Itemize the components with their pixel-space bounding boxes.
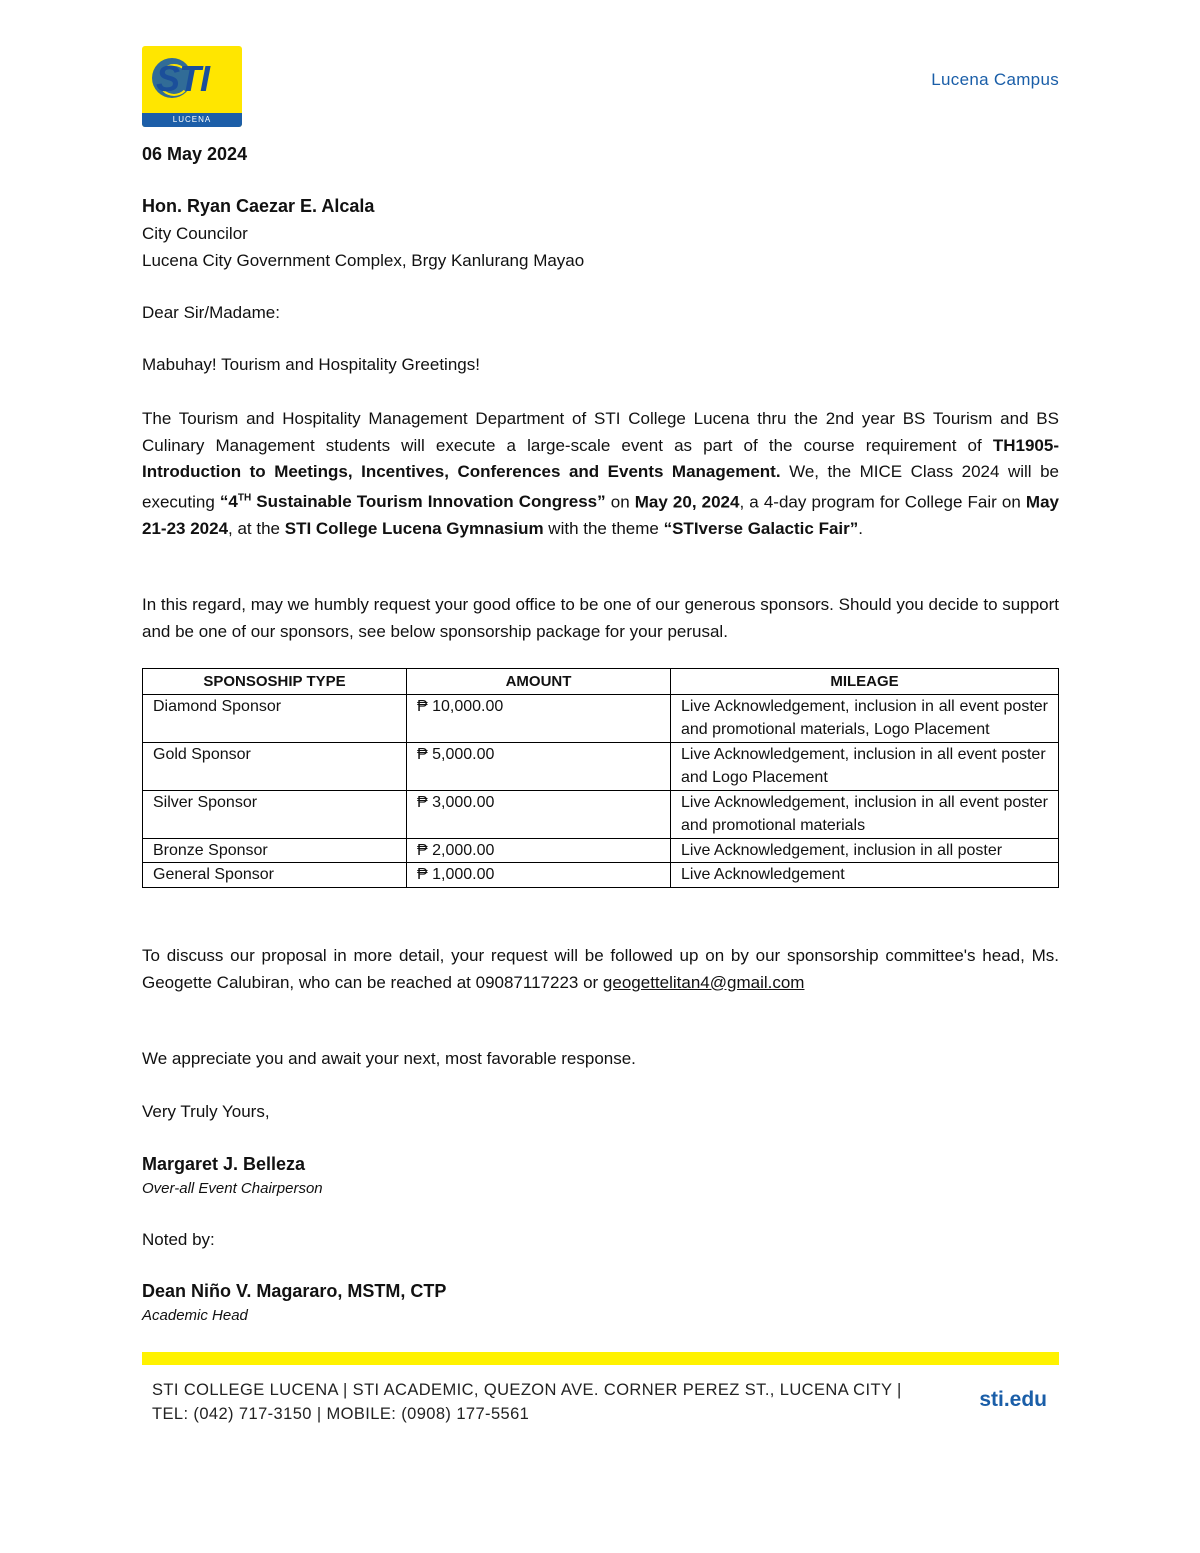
signer1-title: Over-all Event Chairperson	[142, 1180, 323, 1197]
event-name-open: “4	[219, 492, 238, 512]
appreciation-text: We appreciate you and await your next, most favorable response.	[142, 1049, 636, 1068]
contact-email-link[interactable]: geogettelitan4@gmail.com	[602, 972, 805, 992]
request-paragraph: In this regard, may we humbly request your good office to be one of our generous sponsors. Should you decide to support and be one of our sponsors, see below sponsorship package for your perusal.	[142, 595, 1059, 641]
sponsor-mileage: Live Acknowledgement	[671, 863, 1059, 888]
intro-text-6: with the theme	[543, 518, 664, 538]
noted-by: Noted by:	[142, 1230, 215, 1249]
recipient-name: Hon. Ryan Caezar E. Alcala	[142, 196, 375, 216]
sponsor-mileage: Live Acknowledgement, inclusion in all event poster and promotional materials, Logo Placement	[671, 694, 1059, 742]
event-date-1: May 20, 2024	[634, 492, 740, 512]
signer2-title: Academic Head	[142, 1307, 248, 1324]
recipient-title: City Councilor	[142, 224, 248, 243]
footer-line-2: TEL: (042) 717-3150 | MOBILE: (0908) 177-5561	[152, 1405, 530, 1423]
intro-text-1: The Tourism and Hospitality Management Department of STI College Lucena thru the 2nd year BS Tourism and BS Culinary Management students will execute a large-scale event as part of the course requirement of	[142, 409, 1059, 455]
table-row	[143, 694, 1059, 742]
sponsor-type: Diamond Sponsor	[143, 694, 407, 742]
footer-address	[152, 1378, 902, 1426]
event-name-sup: TH	[237, 492, 252, 504]
intro-text-2: We, the MICE Class 2024 will be executing	[142, 462, 1059, 512]
table-row	[143, 790, 1059, 838]
sponsor-type: General Sponsor	[143, 863, 407, 888]
table-row	[143, 742, 1059, 790]
header-sponsorship-type: SPONSOSHIP TYPE	[143, 669, 407, 695]
table-row	[143, 838, 1059, 863]
contact-paragraph	[142, 943, 1059, 996]
sponsor-type: Gold Sponsor	[143, 742, 407, 790]
letter-date: 06 May 2024	[142, 144, 248, 164]
sponsor-mileage: Live Acknowledgement, inclusion in all event poster and Logo Placement	[671, 742, 1059, 790]
salutation: Dear Sir/Madame:	[142, 303, 280, 322]
sti-logo	[142, 46, 242, 127]
footer-divider	[142, 1352, 1059, 1365]
event-name-rest: Sustainable Tourism Innovation Congress”	[251, 492, 606, 512]
sponsor-type: Bronze Sponsor	[143, 838, 407, 863]
signer2-name: Dean Niño V. Magararo, MSTM, CTP	[142, 1281, 447, 1301]
sponsor-mileage: Live Acknowledgement, inclusion in all poster	[671, 838, 1059, 863]
header-amount: AMOUNT	[407, 669, 671, 695]
event-theme: “STIverse Galactic Fair”	[663, 518, 859, 538]
sponsorship-table	[142, 668, 1059, 888]
event-venue: STI College Lucena Gymnasium	[284, 518, 544, 538]
sponsor-mileage: Live Acknowledgement, inclusion in all event poster and promotional materials	[671, 790, 1059, 838]
table-row	[143, 863, 1059, 888]
event-date-2: May 21-23 2024	[142, 492, 1059, 538]
campus-label: Lucena Campus	[931, 70, 1059, 89]
intro-text-7: .	[858, 518, 863, 538]
recipient-address: Lucena City Government Complex, Brgy Kanlurang Mayao	[142, 251, 585, 270]
sponsor-amount: ₱ 3,000.00	[407, 790, 671, 838]
intro-paragraph	[142, 406, 1059, 542]
intro-text-5: , at the	[228, 518, 285, 538]
logo-wordmark: STI	[156, 58, 210, 99]
sponsor-amount: ₱ 1,000.00	[407, 863, 671, 888]
logo-band: LUCENA	[142, 113, 242, 127]
course-name: TH1905-Introduction to Meetings, Incentives, Conferences and Events Management.	[142, 435, 1059, 481]
intro-text-3: on	[605, 492, 635, 512]
table-header-row	[143, 669, 1059, 695]
contact-text: To discuss our proposal in more detail, your request will be followed up on by our sponsorship committee's head, Ms. Geogette Calubiran, who can be reached at 09087117223 or	[142, 946, 1059, 992]
closing: Very Truly Yours,	[142, 1102, 270, 1121]
sponsor-amount: ₱ 5,000.00	[407, 742, 671, 790]
sponsor-amount: ₱ 10,000.00	[407, 694, 671, 742]
sponsor-type: Silver Sponsor	[143, 790, 407, 838]
header-mileage: MILEAGE	[671, 669, 1059, 695]
signer1-name: Margaret J. Belleza	[142, 1154, 306, 1174]
sponsor-amount: ₱ 2,000.00	[407, 838, 671, 863]
event-name	[220, 492, 606, 511]
footer-line-1: STI COLLEGE LUCENA | STI ACADEMIC, QUEZON AVE. CORNER PEREZ ST., LUCENA CITY |	[152, 1381, 902, 1399]
footer-brand: sti.edu	[979, 1388, 1047, 1411]
intro-text-4: , a 4-day program for College Fair on	[739, 492, 1026, 512]
greeting: Mabuhay! Tourism and Hospitality Greetings!	[142, 355, 480, 374]
